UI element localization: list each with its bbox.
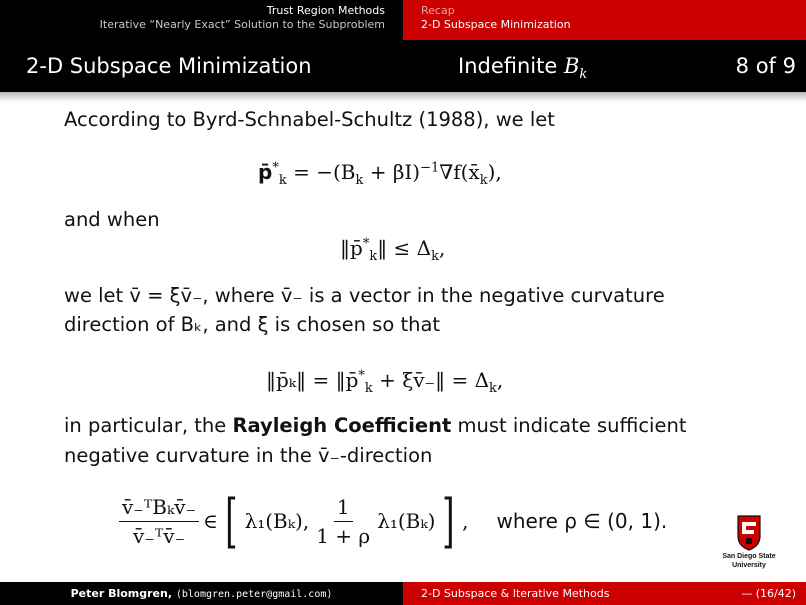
rayleigh-numerator: v̄₋ᵀBₖv̄₋ <box>119 495 199 522</box>
eq1-pbar: p̄ <box>258 160 273 184</box>
left-bracket: [ <box>225 487 238 555</box>
footer <box>0 582 806 605</box>
nav-link-iterative[interactable]: Iterative “Nearly Exact” Solution to the Subproblem <box>99 18 385 31</box>
eq3-mid: + ξv̄₋‖ = Δ <box>372 368 490 392</box>
where-clause: where ρ ∈ (0, 1). <box>496 509 668 533</box>
body-line-4: direction of Bₖ, and ξ is chosen so that <box>64 313 441 336</box>
equation-pk-star: $p̄^*_k = -(B_k$ + $\beta I)^{-1}\nabla f(x̄_k)$, <box>258 160 502 188</box>
author-name: Peter Blomgren, <box>70 587 176 600</box>
right-bracket: ] <box>442 487 456 555</box>
eq1-rhs4: ), <box>487 160 502 184</box>
eq1-exp: −1 <box>420 160 440 176</box>
title-shadow <box>0 92 806 102</box>
rayleigh-fraction <box>119 495 199 548</box>
lambda-upper: λ₁(Bₖ) <box>377 509 436 533</box>
body-line-5 <box>64 410 686 441</box>
body-line-6: negative curvature in the v̄₋-direction <box>64 444 433 467</box>
body-line-1: According to Byrd-Schnabel-Schultz (1988), we let <box>64 108 555 131</box>
page-number: — (16/42) <box>741 587 796 600</box>
element-of-symbol: ∈ <box>203 509 218 533</box>
logo-text <box>716 552 782 570</box>
rayleigh-denominator: v̄₋ᵀv̄₋ <box>133 523 186 548</box>
nav-link-2d-subspace[interactable]: 2-D Subspace Minimization <box>421 18 571 31</box>
eq3-lhs: ‖p̄ₖ‖ = ‖p̄ <box>266 368 359 392</box>
frame-subtitle-var: B <box>563 54 580 78</box>
eq2-rhs: ‖ ≤ Δ <box>377 236 432 260</box>
equation-rayleigh <box>115 486 667 556</box>
lambda-lower: λ₁(Bₖ), <box>244 509 310 533</box>
university-logo <box>716 512 782 576</box>
frame-title: 2-D Subspace Minimization <box>26 54 312 78</box>
equation-norm-equal: ‖p̄ₖ‖ = $‖p̄^*_k$ + ξv̄₋‖ = $\Delta_k$, <box>266 368 504 396</box>
eq2-end: , <box>439 236 446 260</box>
rayleigh-coefficient-term: Rayleigh Coefficient <box>232 414 452 437</box>
logo-line-2: University <box>732 562 766 569</box>
nav-link-recap[interactable]: Recap <box>421 4 455 17</box>
frame-subtitle-sub: k <box>579 67 588 83</box>
eq2-lhs: ‖p̄ <box>340 236 363 260</box>
eq1-sub: k <box>278 173 287 188</box>
body-line-2: and when <box>64 208 160 231</box>
footer-section <box>403 582 806 605</box>
equation-comma: , <box>462 509 469 533</box>
eq3-end: , <box>496 368 504 392</box>
nav-link-trust-region[interactable]: Trust Region Methods <box>266 4 385 17</box>
line5-post: must indicate sufficient <box>451 414 687 437</box>
shield-icon <box>716 512 782 552</box>
line5-pre: in particular, the <box>64 414 233 437</box>
rho-fraction <box>313 495 373 548</box>
top-navigation <box>0 0 806 40</box>
eq1-rhs2: + βI) <box>363 160 421 184</box>
frame-subtitle <box>458 54 588 83</box>
equation-norm-bound: $‖p̄^*_k‖ \le \Delta_k$, <box>340 236 446 264</box>
frame-counter: 8 of 9 <box>735 54 796 78</box>
eq1-rhs3: ∇f(x̄ <box>439 160 480 184</box>
footer-section-title: 2-D Subspace & Iterative Methods <box>421 587 610 600</box>
frame-subtitle-word: Indefinite <box>458 54 564 78</box>
eq1-sup: * <box>272 160 279 176</box>
logo-line-1: San Diego State <box>722 553 776 560</box>
body-line-3: we let v̄ = ξv̄₋, where v̄₋ is a vector in the negative curvature <box>64 284 665 307</box>
eq1-rhs: = −(B <box>286 160 356 184</box>
footer-author <box>0 582 403 605</box>
rho-numerator: 1 <box>334 495 353 522</box>
nav-section-left <box>0 0 403 40</box>
author-email[interactable]: ⟨blomgren.peter@gmail.com⟩ <box>175 589 333 600</box>
rho-denominator: 1 + ρ <box>316 523 371 548</box>
nav-section-right <box>403 0 806 40</box>
title-bar <box>0 40 806 92</box>
